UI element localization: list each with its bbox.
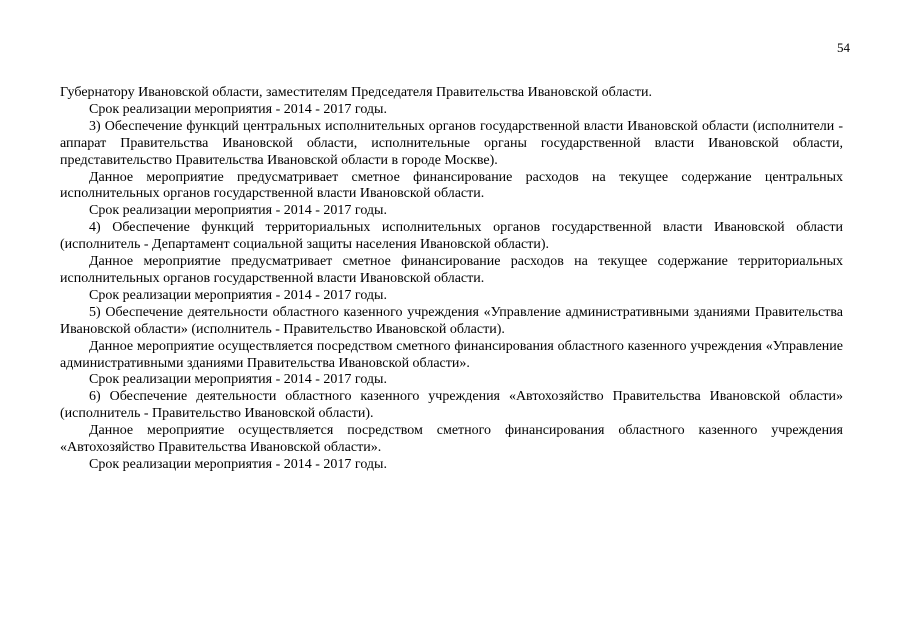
- paragraph: Губернатору Ивановской области, заместителям Председателя Правительства Ивановской области.: [60, 85, 652, 100]
- paragraph: Данное мероприятие осуществляется посредством сметного финансирования областного казенного учреждения «Автохозяйство Правительства Ивановской области».: [60, 423, 843, 456]
- page-number: 54: [837, 40, 850, 55]
- paragraph: 3) Обеспечение функций центральных исполнительных органов государственной власти Ивановской области (исполнители - аппарат Правительства Ивановской области, исполнительные органы государственной власти Ивановской области, представительство Правительства Ивановской области в городе Москве).: [60, 118, 843, 168]
- paragraph: Данное мероприятие осуществляется посредством сметного финансирования областного казенного учреждения «Управление административными зданиями Правительства Ивановской области».: [60, 338, 843, 371]
- paragraph: Срок реализации мероприятия - 2014 - 2017 годы.: [89, 456, 387, 472]
- paragraph: Срок реализации мероприятия - 2014 - 2017 годы.: [89, 287, 387, 303]
- paragraph: 5) Обеспечение деятельности областного казенного учреждения «Управление административными зданиями Правительства Ивановской области» (исполнитель - Правительство Ивановской области).: [60, 304, 843, 337]
- paragraph: Срок реализации мероприятия - 2014 - 2017 годы.: [89, 372, 387, 388]
- paragraph: 4) Обеспечение функций территориальных исполнительных органов государственной власти Ивановской области (исполнитель - Департамент социальной защиты населения Ивановской области).: [60, 220, 843, 253]
- paragraph: Данное мероприятие предусматривает сметное финансирование расходов на текущее содержание центральных исполнительных органов государственной власти Ивановской области.: [60, 169, 843, 202]
- paragraph: Срок реализации мероприятия - 2014 - 2017 годы.: [89, 203, 387, 219]
- paragraph: 6) Обеспечение деятельности областного казенного учреждения «Автохозяйство Правительства Ивановской области» (исполнитель - Правительство Ивановской области).: [60, 389, 843, 422]
- document-body: [60, 85, 843, 474]
- paragraph: Срок реализации мероприятия - 2014 - 2017 годы.: [89, 101, 387, 117]
- paragraph: Данное мероприятие предусматривает сметное финансирование расходов на текущее содержание территориальных исполнительных органов государственной власти Ивановской области.: [60, 254, 843, 286]
